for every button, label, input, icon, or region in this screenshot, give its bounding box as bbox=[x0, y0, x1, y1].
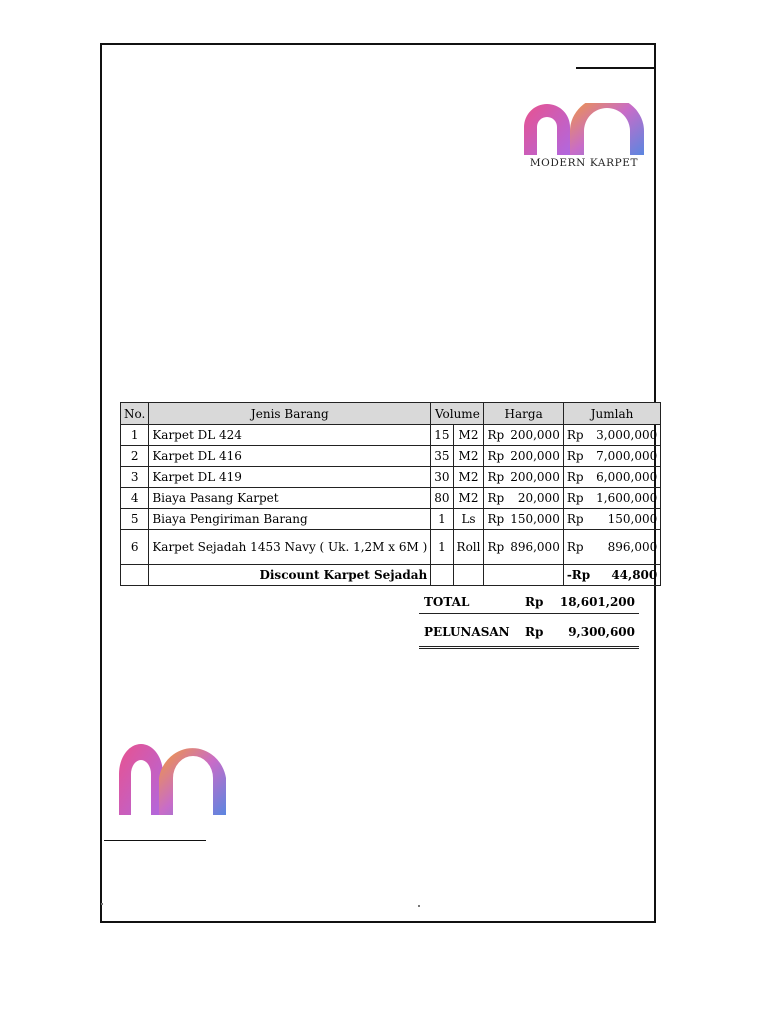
row-qty: 15 bbox=[431, 425, 453, 446]
row-qty: 35 bbox=[431, 446, 453, 467]
row-amount-currency: Rp bbox=[563, 509, 593, 530]
row-qty: 1 bbox=[431, 530, 453, 565]
row-price-currency: Rp bbox=[484, 509, 507, 530]
row-qty: 30 bbox=[431, 467, 453, 488]
row-amount-currency: Rp bbox=[563, 425, 593, 446]
settlement-currency: Rp bbox=[525, 625, 544, 639]
row-price-currency: Rp bbox=[484, 446, 507, 467]
scan-speck bbox=[101, 903, 103, 905]
row-amount: 3,000,000 bbox=[593, 425, 661, 446]
total-row bbox=[419, 591, 639, 614]
row-no: 1 bbox=[121, 425, 149, 446]
row-price: 896,000 bbox=[507, 530, 563, 565]
header-item: Jenis Barang bbox=[149, 403, 431, 425]
row-amount-currency: Rp bbox=[563, 446, 593, 467]
total-value: 18,601,200 bbox=[559, 595, 635, 609]
discount-unit-cell bbox=[453, 565, 484, 586]
discount-no-cell bbox=[121, 565, 149, 586]
header-no: No. bbox=[121, 403, 149, 425]
row-price-currency: Rp bbox=[484, 467, 507, 488]
table-row bbox=[121, 425, 661, 446]
header-volume: Volume bbox=[431, 403, 484, 425]
row-item: Biaya Pasang Karpet bbox=[149, 488, 431, 509]
row-unit: M2 bbox=[453, 446, 484, 467]
row-amount: 7,000,000 bbox=[593, 446, 661, 467]
row-price: 150,000 bbox=[507, 509, 563, 530]
discount-qty-cell bbox=[431, 565, 453, 586]
settlement-label: PELUNASAN bbox=[424, 625, 510, 639]
row-amount-currency: Rp bbox=[563, 488, 593, 509]
invoice-table bbox=[120, 402, 661, 586]
row-amount: 6,000,000 bbox=[593, 467, 661, 488]
row-unit: Ls bbox=[453, 509, 484, 530]
discount-row bbox=[121, 565, 661, 586]
row-item: Karpet DL 424 bbox=[149, 425, 431, 446]
row-item: Karpet DL 416 bbox=[149, 446, 431, 467]
discount-currency: -Rp bbox=[563, 565, 593, 586]
row-price-currency: Rp bbox=[484, 425, 507, 446]
total-currency: Rp bbox=[525, 595, 544, 609]
row-no: 6 bbox=[121, 530, 149, 565]
row-item: Karpet DL 419 bbox=[149, 467, 431, 488]
row-no: 5 bbox=[121, 509, 149, 530]
brand-logo-mark-bottom bbox=[118, 742, 228, 815]
row-amount: 896,000 bbox=[593, 530, 661, 565]
signature-line-bottom bbox=[104, 840, 206, 841]
table-row bbox=[121, 509, 661, 530]
row-no: 2 bbox=[121, 446, 149, 467]
discount-price-cell bbox=[484, 565, 563, 586]
brand-logo bbox=[522, 103, 646, 155]
row-qty: 1 bbox=[431, 509, 453, 530]
brand-logo-bottom bbox=[118, 742, 228, 815]
row-unit: Roll bbox=[453, 530, 484, 565]
row-amount: 150,000 bbox=[593, 509, 661, 530]
settlement-row bbox=[419, 614, 639, 649]
discount-label: Discount Karpet Sejadah bbox=[149, 565, 431, 586]
table-row bbox=[121, 446, 661, 467]
row-price-currency: Rp bbox=[484, 488, 507, 509]
signature-line-top bbox=[576, 67, 654, 69]
brand-name: MODERN KARPET bbox=[529, 157, 639, 169]
row-amount: 1,600,000 bbox=[593, 488, 661, 509]
scan-speck bbox=[418, 905, 420, 907]
table-header-row bbox=[121, 403, 661, 425]
row-price-currency: Rp bbox=[484, 530, 507, 565]
table-row bbox=[121, 467, 661, 488]
row-price: 200,000 bbox=[507, 425, 563, 446]
row-no: 4 bbox=[121, 488, 149, 509]
row-price: 200,000 bbox=[507, 467, 563, 488]
discount-amount: 44,800 bbox=[593, 565, 661, 586]
totals-block bbox=[419, 591, 639, 649]
row-unit: M2 bbox=[453, 425, 484, 446]
header-price: Harga bbox=[484, 403, 563, 425]
table-row bbox=[121, 488, 661, 509]
row-item: Karpet Sejadah 1453 Navy ( Uk. 1,2M x 6M ) bbox=[149, 530, 431, 565]
row-price: 200,000 bbox=[507, 446, 563, 467]
brand-logo-mark bbox=[522, 103, 646, 155]
row-unit: M2 bbox=[453, 488, 484, 509]
row-no: 3 bbox=[121, 467, 149, 488]
row-amount-currency: Rp bbox=[563, 467, 593, 488]
table-row bbox=[121, 530, 661, 565]
row-qty: 80 bbox=[431, 488, 453, 509]
row-amount-currency: Rp bbox=[563, 530, 593, 565]
header-amount: Jumlah bbox=[563, 403, 660, 425]
row-unit: M2 bbox=[453, 467, 484, 488]
row-item: Biaya Pengiriman Barang bbox=[149, 509, 431, 530]
total-label: TOTAL bbox=[424, 595, 470, 609]
row-price: 20,000 bbox=[507, 488, 563, 509]
settlement-value: 9,300,600 bbox=[568, 625, 635, 639]
